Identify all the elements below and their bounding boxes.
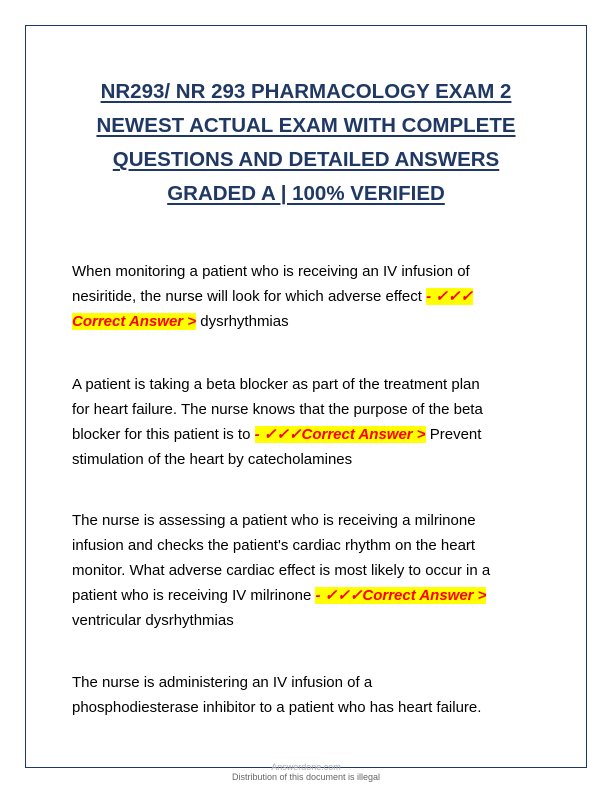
answer-text: dysrhythmias — [200, 313, 289, 330]
question-text: The nurse is administering an IV infusion of a — [72, 674, 373, 691]
answer-text: ventricular dysrhythmias — [72, 612, 234, 629]
question-text: monitor. What adverse cardiac effect is most likely to occur in a — [72, 562, 491, 579]
answer-text: stimulation of the heart by catecholamines — [72, 451, 353, 468]
correct-answer-label: Correct Answer > — [72, 313, 197, 330]
answer-marker: - ✓✓✓ — [426, 288, 473, 305]
question-text: nesiritide, the nurse will look for which adverse effect — [72, 288, 422, 305]
title-line: NR293/ NR 293 PHARMACOLOGY EXAM 2 — [100, 80, 512, 103]
question-block-2 — [72, 372, 547, 472]
question-block-3 — [72, 508, 547, 633]
correct-answer-label: Correct Answer > — [301, 426, 426, 443]
checkmark-icon: ✓✓✓ — [435, 288, 473, 305]
question-block-1 — [72, 259, 547, 334]
question-text: patient who is receiving IV milrinone — [72, 587, 312, 604]
question-text: A patient is taking a beta blocker as part of the treatment plan — [72, 376, 480, 393]
question-text: infusion and checks the patient's cardiac rhythm on the heart — [72, 537, 476, 554]
title-line: QUESTIONS AND DETAILED ANSWERS — [112, 148, 500, 171]
document-title — [40, 75, 572, 211]
checkmark-icon: ✓✓✓ — [263, 426, 302, 443]
correct-answer-label: Correct Answer > — [362, 587, 487, 604]
question-text: for heart failure. The nurse knows that the purpose of the beta — [72, 401, 483, 418]
question-block-4 — [72, 670, 547, 720]
answer-marker: - ✓✓✓Correct Answer > — [315, 587, 487, 604]
title-line: GRADED A | 100% VERIFIED — [167, 182, 445, 205]
title-line: NEWEST ACTUAL EXAM WITH COMPLETE — [96, 114, 516, 137]
question-text: The nurse is assessing a patient who is receiving a milrinone — [72, 512, 476, 529]
footer-watermark: Answerdone.com — [271, 762, 341, 772]
question-text: phosphodiesterase inhibitor to a patient who has heart failure. — [72, 699, 482, 716]
question-text: blocker for this patient is to — [72, 426, 251, 443]
answer-marker: - ✓✓✓Correct Answer > — [254, 426, 426, 443]
checkmark-icon: ✓✓✓ — [324, 587, 363, 604]
question-text: When monitoring a patient who is receiving an IV infusion of — [72, 263, 470, 280]
answer-text: Prevent — [429, 426, 482, 443]
footer-notice: Distribution of this document is illegal — [231, 772, 381, 782]
